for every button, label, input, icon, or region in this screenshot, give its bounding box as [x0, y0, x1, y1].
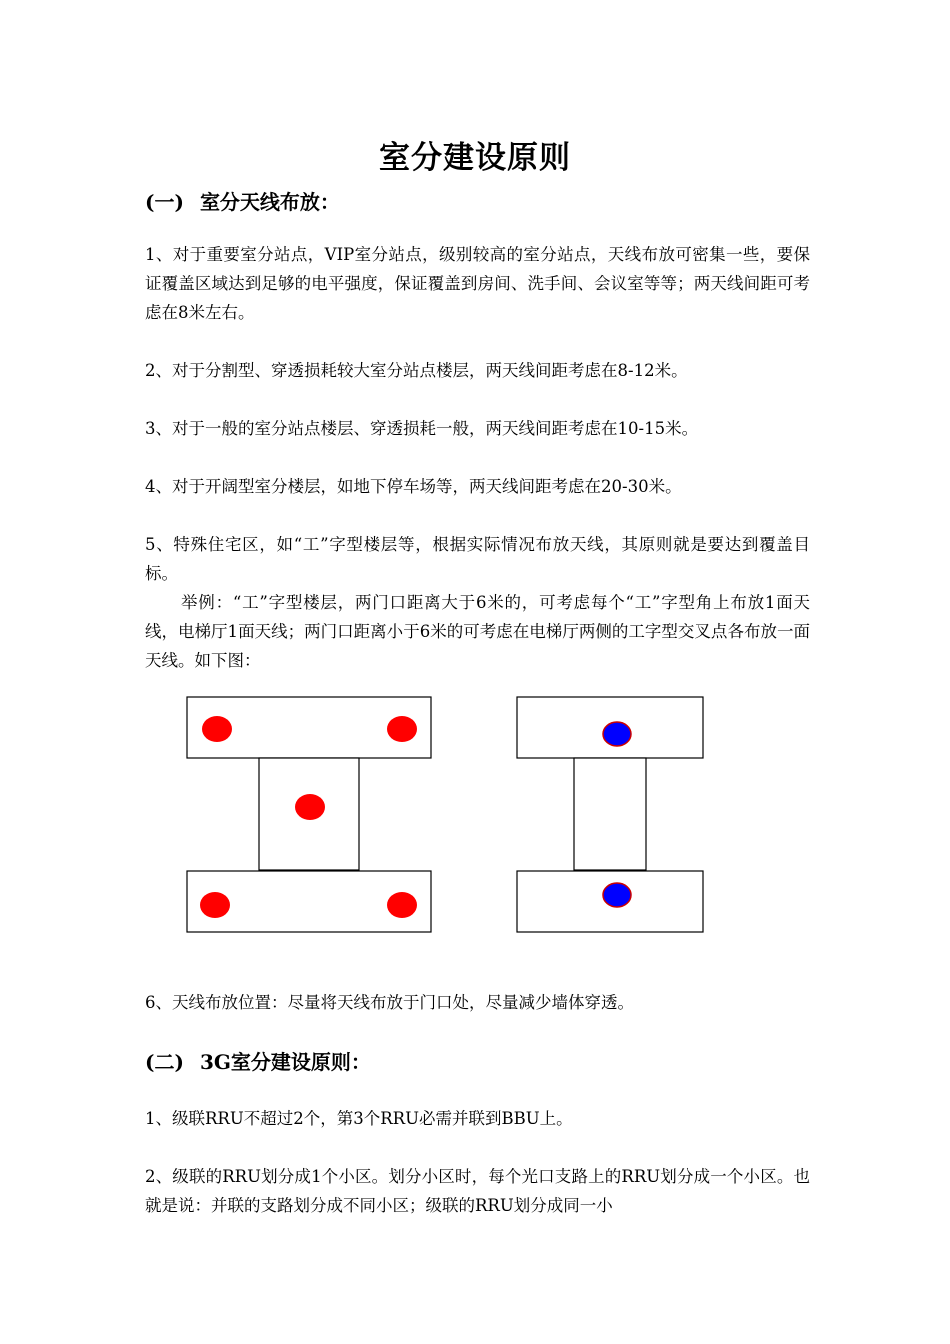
antenna-red-top-left — [202, 716, 232, 742]
paragraph-3: 3、对于一般的室分站点楼层、穿透损耗一般，两天线间距考虑在10-15米。 — [145, 419, 699, 438]
antenna-blue-bottom — [603, 883, 631, 907]
section-2-title: 3G室分建设原则： — [199, 1050, 371, 1074]
paragraph-1: 1、对于重要室分站点，VIP室分站点，级别较高的室分站点，天线布放可密集一些，要保证覆盖区域达到足够的电平强度，保证覆盖到房间、洗手间、会议室等等；两天线间距可考虑在8米左右。 — [145, 245, 810, 322]
section-1-title: 室分天线布放： — [199, 190, 340, 214]
section-2-heading — [145, 1046, 371, 1075]
antenna-blue-top — [603, 722, 631, 746]
paragraph-2: 2、对于分割型、穿透损耗较大室分站点楼层，两天线间距考虑在8-12米。 — [145, 361, 688, 380]
section-1-number: (一) — [145, 190, 184, 214]
paragraph-4: 4、对于开阔型室分楼层，如地下停车场等，两天线间距考虑在20-30米。 — [145, 477, 682, 496]
right-elevator-hall — [574, 758, 646, 870]
antenna-red-top-right — [387, 716, 417, 742]
page-title: 室分建设原则 — [379, 140, 571, 176]
antenna-red-bottom-right — [387, 892, 417, 918]
paragraph-5: 5、特殊住宅区，如“工”字型楼层等，根据实际情况布放天线，其原则就是要达到覆盖目标。 — [145, 535, 810, 583]
antenna-red-center — [295, 794, 325, 820]
paragraph-6: 6、天线布放位置：尽量将天线布放于门口处，尽量减少墙体穿透。 — [145, 993, 634, 1012]
antenna-red-bottom-left — [200, 892, 230, 918]
section-2-paragraph-2: 2、级联的RRU划分成1个小区。划分小区时，每个光口支路上的RRU划分成一个小区。也就是说：并联的支路划分成不同小区；级联的RRU划分成同一小 — [145, 1167, 810, 1215]
example-paragraph: 举例：“工”字型楼层，两门口距离大于6米的，可考虑每个“工”字型角上布放1面天线，电梯厅1面天线；两门口距离小于6米的可考虑在电梯厅两侧的工字型交叉点各布放一面天线。如下图： — [145, 593, 810, 670]
section-2-paragraph-1: 1、级联RRU不超过2个，第3个RRU必需并联到BBU上。 — [145, 1109, 573, 1128]
section-2-number: (二) — [145, 1050, 184, 1074]
left-floor-plan — [187, 697, 431, 932]
right-floor-plan — [517, 697, 703, 932]
